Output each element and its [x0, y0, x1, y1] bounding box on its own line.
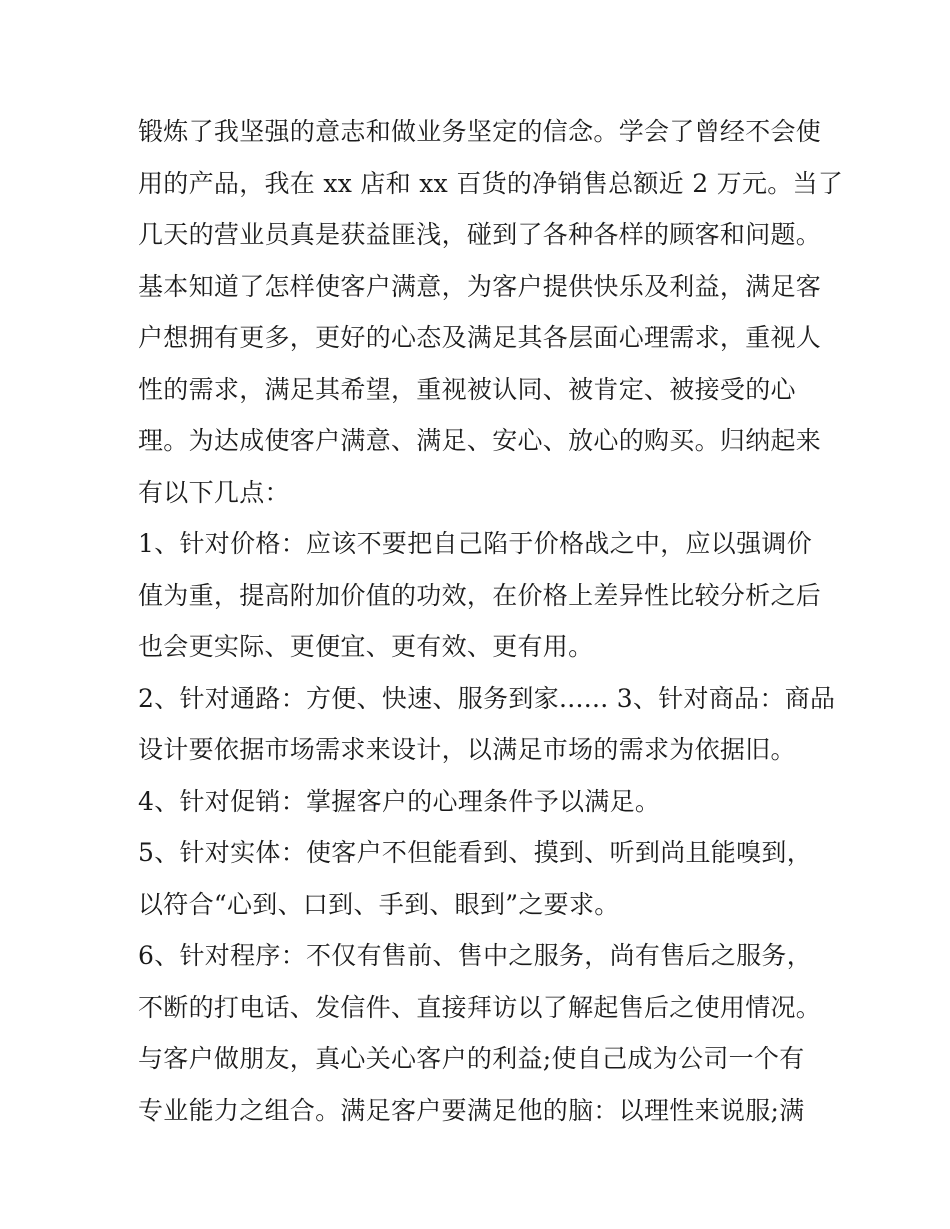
text-line-4: 基本知道了怎样使客户满意，为客户提供快乐及利益，满足客: [138, 271, 822, 301]
text-line-17: 6、针对程序：不仅有售前、售中之服务，尚有售后之服务，: [138, 941, 813, 970]
text-line-8: 有以下几点：: [138, 477, 290, 507]
text-line-15: 5、针对实体：使客户不但能看到、摸到、听到尚且能嗅到，: [138, 838, 813, 867]
text-line-7: 理。为达成使客户满意、满足、安心、放心的购买。归纳起来: [138, 426, 822, 455]
text-line-13: 设计要依据市场需求来设计，以满足市场的需求为依据旧。: [138, 735, 796, 764]
text-line-14: 4、针对促销：掌握客户的心理条件予以满足。: [138, 786, 661, 816]
text-line-10: 值为重，提高附加价值的功效，在价格上差异性比较分析之后: [138, 580, 822, 610]
text-line-18: 不断的打电话、发信件、直接拜访以了解起售后之使用情况。: [138, 992, 822, 1022]
text-line-16: 以符合“心到、口到、手到、眼到”之要求。: [138, 889, 620, 919]
text-line-9: 1、针对价格：应该不要把自己陷于价格战之中，应以强调价: [138, 529, 813, 558]
text-line-11: 也会更实际、更便宜、更有效、更有用。: [138, 632, 594, 661]
text-line-12: 2、针对通路：方便、快速、服务到家...... 3、针对商品：商品: [138, 683, 836, 713]
body-text: [138, 106, 844, 1136]
text-line-1: 锻炼了我坚强的意志和做业务坚定的信念。学会了曾经不会使: [138, 117, 822, 146]
text-line-5: 户想拥有更多，更好的心态及满足其各层面心理需求，重视人: [138, 323, 822, 352]
text-line-3: 几天的营业员真是获益匪浅，碰到了各种各样的顾客和问题。: [138, 220, 822, 249]
text-line-2: 用的产品，我在 xx 店和 xx 百货的净销售总额近 2 万元。当了: [138, 168, 844, 198]
text-line-19: 与客户做朋友，真心关心客户的利益;使自己成为公司一个有: [138, 1044, 805, 1073]
text-line-20: 专业能力之组合。满足客户要满足他的脑：以理性来说服;满: [138, 1095, 805, 1125]
text-line-6: 性的需求，满足其希望，重视被认同、被肯定、被接受的心: [138, 374, 796, 404]
